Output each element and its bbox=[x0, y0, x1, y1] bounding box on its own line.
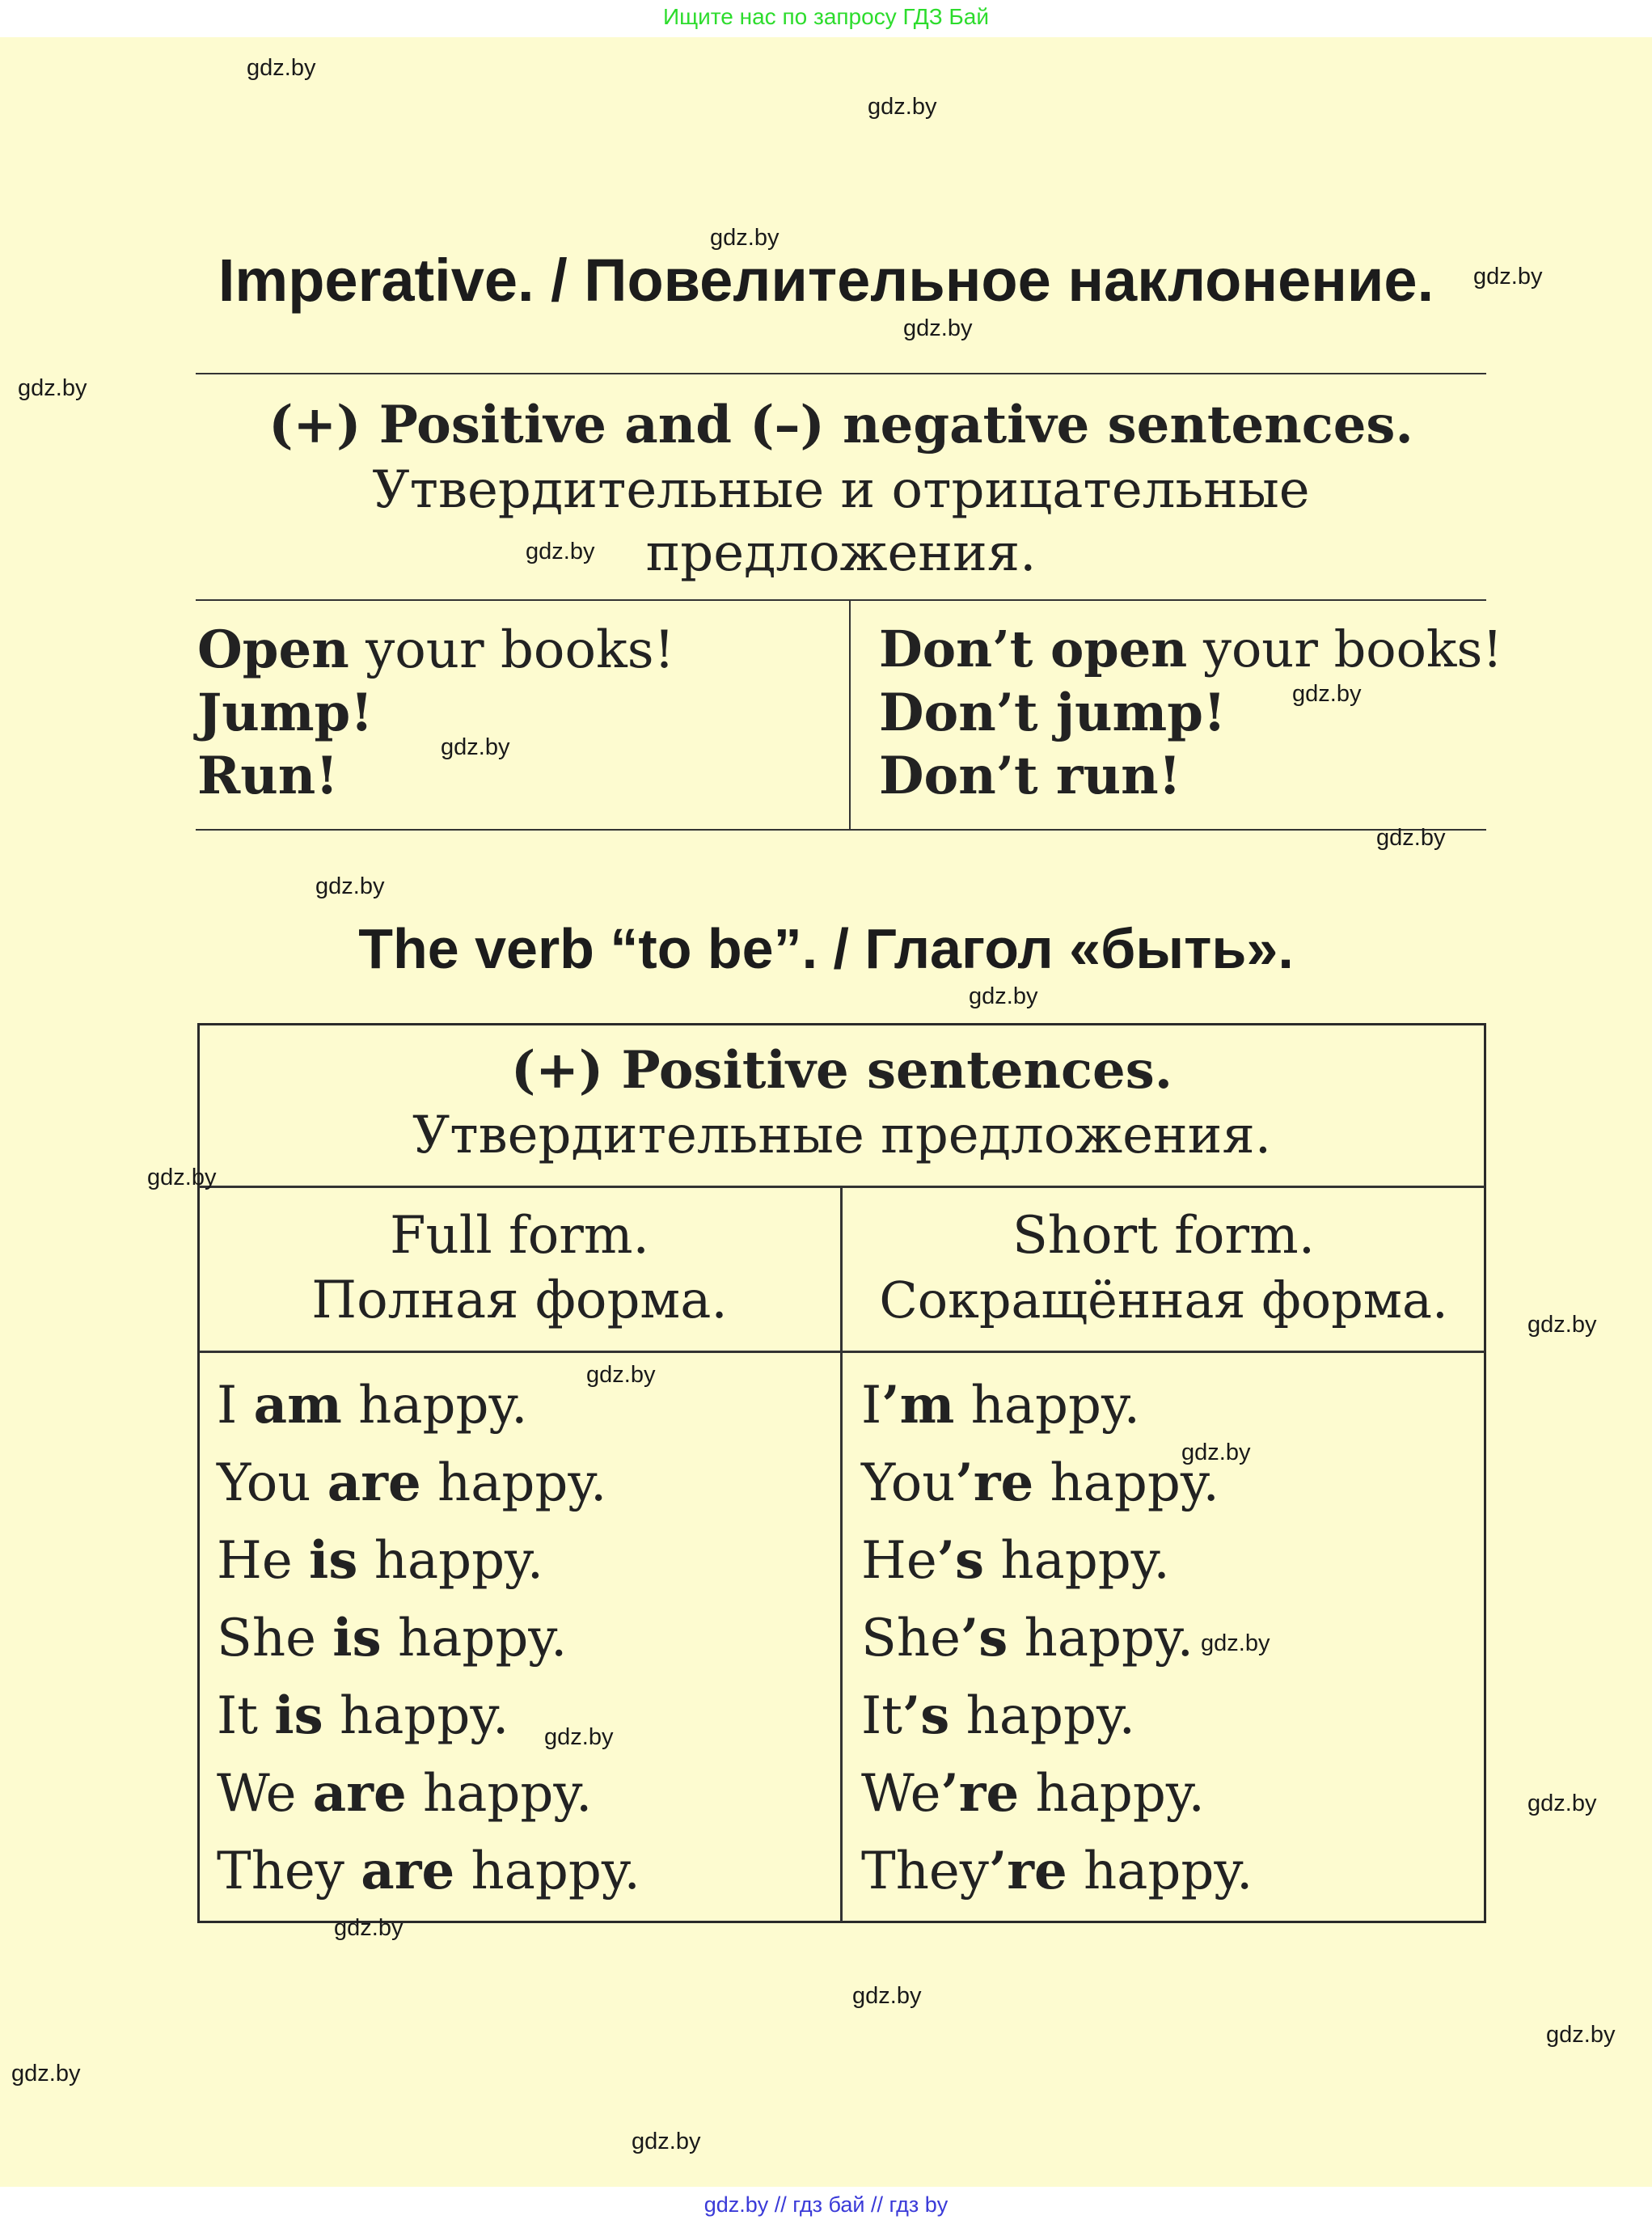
imperative-subheading-ru-2: предложения. bbox=[645, 523, 1037, 583]
watermark: gdz.by bbox=[1292, 681, 1362, 707]
imperative-subheading-ru-1: Утвердительные и отрицательные bbox=[372, 460, 1310, 520]
imperative-negative-line: Don’t run! bbox=[879, 746, 1181, 806]
imperative-top-rule bbox=[196, 373, 1486, 374]
full-form-row: You are happy. bbox=[217, 1452, 607, 1513]
short-form-row: It’s happy. bbox=[861, 1685, 1135, 1746]
watermark: gdz.by bbox=[526, 539, 595, 564]
watermark: gdz.by bbox=[710, 225, 780, 251]
to-be-header-en: (+) Positive sentences. bbox=[510, 1040, 1173, 1101]
watermark: gdz.by bbox=[969, 983, 1038, 1009]
imperative-positive-line: Jump! bbox=[197, 683, 374, 743]
imperative-positive-line: Open your books! bbox=[197, 619, 675, 680]
full-form-row: They are happy. bbox=[217, 1841, 640, 1901]
imperative-negative-line: Don’t open your books! bbox=[879, 619, 1503, 679]
watermark: gdz.by bbox=[247, 55, 316, 81]
watermark: gdz.by bbox=[1527, 1791, 1597, 1816]
short-form-row: I’m happy. bbox=[861, 1375, 1140, 1435]
imperative-negative-line: Don’t jump! bbox=[879, 683, 1227, 743]
watermark: gdz.by bbox=[544, 1724, 614, 1750]
imperative-bottom-rule bbox=[196, 829, 1486, 831]
short-form-row: You’re happy. bbox=[861, 1452, 1219, 1513]
imperative-positive-line: Run! bbox=[197, 746, 339, 806]
short-form-row: She’s happy. bbox=[861, 1608, 1194, 1668]
short-form-heading-en: Short form. bbox=[1012, 1206, 1316, 1266]
imperative-mid-rule bbox=[196, 599, 1486, 601]
to-be-title: The verb “to be”. / Глагол «быть». bbox=[358, 917, 1294, 980]
watermark: gdz.by bbox=[903, 315, 973, 341]
watermark: gdz.by bbox=[1376, 825, 1446, 851]
watermark: gdz.by bbox=[147, 1165, 217, 1190]
short-form-row: We’re happy. bbox=[861, 1763, 1205, 1824]
full-form-row: She is happy. bbox=[217, 1608, 568, 1668]
watermark: gdz.by bbox=[1181, 1440, 1251, 1465]
watermark: gdz.by bbox=[632, 2129, 701, 2154]
watermark: gdz.by bbox=[1546, 2022, 1616, 2048]
short-form-heading-ru: Сокращённая форма. bbox=[879, 1271, 1448, 1330]
imperative-title: Imperative. / Повелительное наклонение. bbox=[218, 247, 1434, 314]
watermark: gdz.by bbox=[852, 1983, 922, 2009]
short-form-row: He’s happy. bbox=[861, 1530, 1170, 1591]
watermark: gdz.by bbox=[334, 1915, 403, 1941]
watermark: gdz.by bbox=[1527, 1312, 1597, 1338]
to-be-header-ru: Утвердительные предложения. bbox=[412, 1106, 1272, 1165]
full-form-row: He is happy. bbox=[217, 1530, 544, 1591]
watermark: gdz.by bbox=[11, 2061, 81, 2087]
imperative-column-divider bbox=[849, 601, 851, 829]
textbook-page bbox=[0, 37, 1652, 2187]
imperative-subheading-en: (+) Positive and (–) negative sentences. bbox=[268, 395, 1413, 455]
watermark: gdz.by bbox=[441, 734, 510, 760]
watermark: gdz.by bbox=[1473, 264, 1543, 290]
full-form-row: It is happy. bbox=[217, 1685, 509, 1746]
watermark: gdz.by bbox=[1201, 1630, 1270, 1656]
full-form-row: I am happy. bbox=[217, 1375, 528, 1435]
watermark: gdz.by bbox=[315, 873, 385, 899]
to-be-subheader-rule bbox=[199, 1351, 1485, 1353]
short-form-row: They’re happy. bbox=[861, 1841, 1253, 1901]
full-form-row: We are happy. bbox=[217, 1763, 593, 1824]
watermark: gdz.by bbox=[18, 375, 87, 401]
watermark: gdz.by bbox=[586, 1362, 656, 1388]
top-banner[interactable]: Ищите нас по запросу ГДЗ Бай bbox=[0, 0, 1652, 37]
watermark: gdz.by bbox=[868, 94, 937, 120]
bottom-banner[interactable]: gdz.by // гдз бай // гдз by bbox=[0, 2187, 1652, 2224]
full-form-heading-en: Full form. bbox=[390, 1206, 649, 1266]
full-form-heading-ru: Полная форма. bbox=[311, 1271, 728, 1330]
